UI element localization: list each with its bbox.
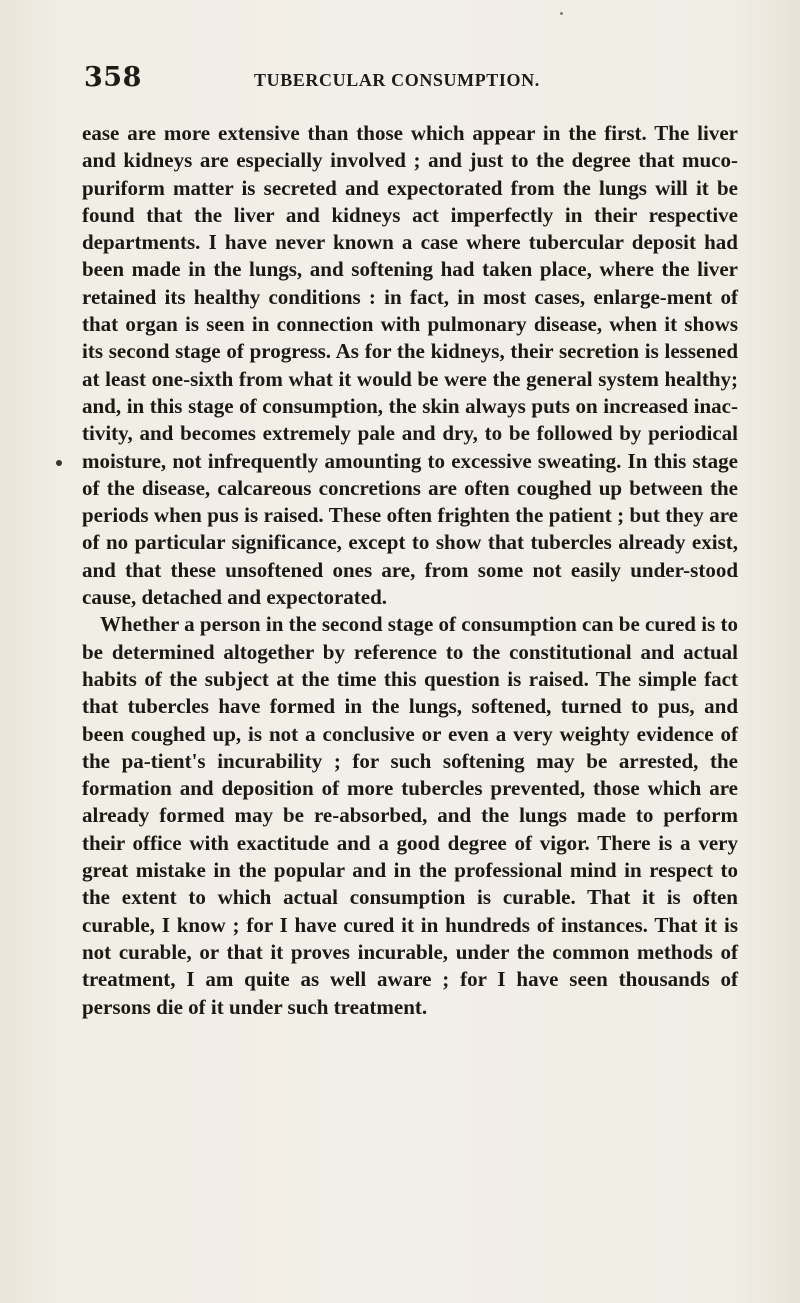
page-number: 358 — [84, 62, 142, 93]
paragraph-1: ease are more extensive than those which appear in the first. The liver and kidneys are especially involved ; and just to the degree that muco-puriform matter is secreted and expectorated from the lungs will it be found that the liver and kidneys act imperfectly in their respective departments. I have never known a case where tubercular deposit had been made in the lungs, and softening had taken place, where the liver retained its healthy conditions : in fact, in most cases, enlarge-ment of that organ is seen in connection with pulmonary disease, when it shows its second stage of progress. As for the kidneys, their secretion is lessened at least one-sixth from what it would be were the general system healthy; and, in this stage of consumption, the skin always puts on increased inac-tivity, and becomes extremely pale and dry, to be followed by periodical moisture, not infrequently amounting to excessive sweating. In this stage of the disease, calcareous concretions are often coughed up between the periods when pus is raised. These often frighten the patient ; but they are of no particular significance, except to show that tubercles already exist, and that these unsoftened ones are, from some not easily under-stood cause, detached and expectorated. — [82, 121, 738, 610]
running-head: TUBERCULAR CONSUMPTION. — [254, 70, 540, 90]
paragraph-2: Whether a person in the second stage of consumption can be cured is to be determined altogether by reference to the constitutional and actual habits of the subject at the time this question is raised. The simple fact that tubercles have formed in the lungs, softened, turned to pus, and been coughed up, is not a conclusive or even a very weighty evidence of the pa-tient's incurability ; for such softening may be arrested, the formation and deposition of more tubercles prevented, those which are already formed may be re-absorbed, and the lungs made to perform their office with exactitude and a good degree of vigor. There is a very great mistake in the popular and in the professional mind in respect to the extent to which actual consumption is curable. That it is often curable, I know ; for I have cured it in hundreds of instances. That it is not curable, or that it proves incurable, under the common methods of treatment, I am quite as well aware ; for I have seen thousands of persons die of it under such treatment. — [82, 612, 738, 1019]
ink-speck — [56, 460, 62, 466]
ink-speck — [560, 12, 563, 15]
body-text — [82, 120, 738, 1021]
page-header — [84, 62, 724, 102]
